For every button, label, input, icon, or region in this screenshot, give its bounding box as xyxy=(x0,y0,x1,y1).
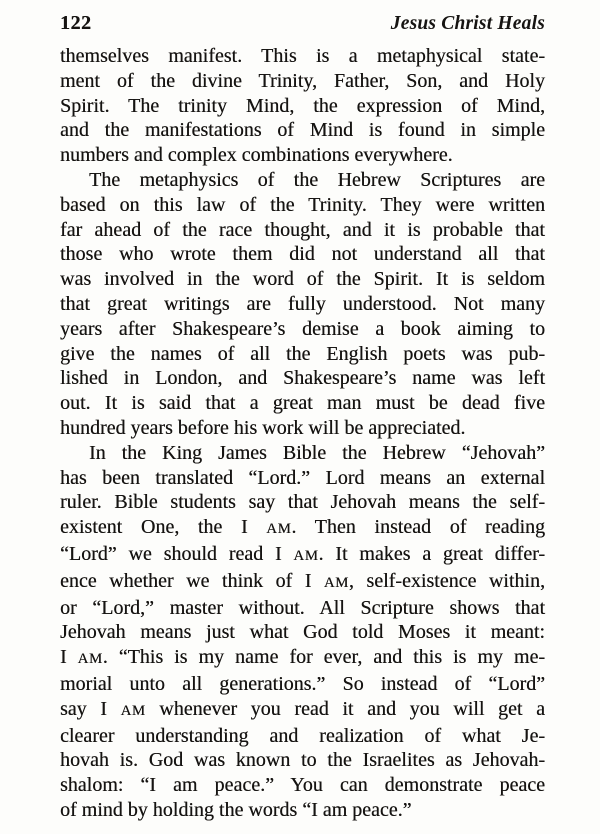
paragraph xyxy=(60,168,545,441)
text-line: years after Shakespeare’s demise a book aiming to xyxy=(60,317,545,340)
text-line: or “Lord,” master without. All Scripture shows that xyxy=(60,596,545,619)
text-line: themselves manifest. This is a metaphysical state- xyxy=(60,45,545,67)
page-header xyxy=(60,12,545,35)
text-line: was involved in the word of the Spirit. It is seldom xyxy=(60,268,545,291)
text-line: ence whether we think of I AM, self-existence within, xyxy=(60,569,545,592)
text-line: has been translated “Lord.” Lord means an external xyxy=(60,466,545,489)
running-title: Jesus Christ Heals xyxy=(390,13,545,34)
page-body xyxy=(60,44,545,823)
page-number: 122 xyxy=(60,12,92,34)
small-caps-am: AM xyxy=(77,651,103,668)
text-line: “Lord” we should read I AM. It makes a great differ- xyxy=(60,542,545,565)
text-line: those who wrote them did not understand all that xyxy=(60,243,545,266)
paragraph xyxy=(60,441,545,823)
text-line: hundred years before his work will be appreciated. xyxy=(60,416,466,439)
text-line: ruler. Bible students say that Jehovah means the self- xyxy=(60,491,545,514)
text-line: out. It is said that a great man must be dead five xyxy=(60,392,545,415)
text-line: far ahead of the race thought, and it is probable that xyxy=(60,218,545,241)
text-line: shalom: “I am peace.” You can demonstrate peace xyxy=(60,774,545,797)
text-line: give the names of all the English poets was pub- xyxy=(60,342,545,365)
text-line: In the King James Bible the Hebrew “Jehovah” xyxy=(89,441,545,464)
text-line: The metaphysics of the Hebrew Scriptures are xyxy=(89,168,545,191)
text-line: of mind by holding the words “I am peace.” xyxy=(60,798,412,821)
text-line: Spirit. The trinity Mind, the expression of Mind, xyxy=(60,94,545,117)
small-caps-am: AM xyxy=(323,574,349,591)
text-line: lished in London, and Shakespeare’s name was left xyxy=(60,367,545,390)
text-line: and the manifestations of Mind is found in simple xyxy=(60,119,545,142)
paragraph xyxy=(60,44,545,168)
text-line: clearer understanding and realization of what Je- xyxy=(60,724,545,747)
text-line: numbers and complex combinations everywhere. xyxy=(60,144,453,167)
text-line: hovah is. God was known to the Israelites as Jehovah- xyxy=(60,749,545,772)
small-caps-am: AM xyxy=(293,547,319,564)
text-line: ment of the divine Trinity, Father, Son, and Holy xyxy=(60,69,545,92)
text-line: existent One, the I AM. Then instead of reading xyxy=(60,516,545,539)
text-line: based on this law of the Trinity. They were written xyxy=(60,193,545,216)
text-line: that great writings are fully understood. Not many xyxy=(60,292,545,315)
small-caps-am: AM xyxy=(120,702,146,719)
text-line: morial unto all generations.” So instead of “Lord” xyxy=(60,672,545,695)
small-caps-am: AM xyxy=(266,521,292,538)
text-line: I AM. “This is my name for ever, and this is my me- xyxy=(60,646,545,669)
text-line: say I AM whenever you read it and you will get a xyxy=(60,697,545,720)
text-line: Jehovah means just what God told Moses it meant: xyxy=(60,621,545,644)
